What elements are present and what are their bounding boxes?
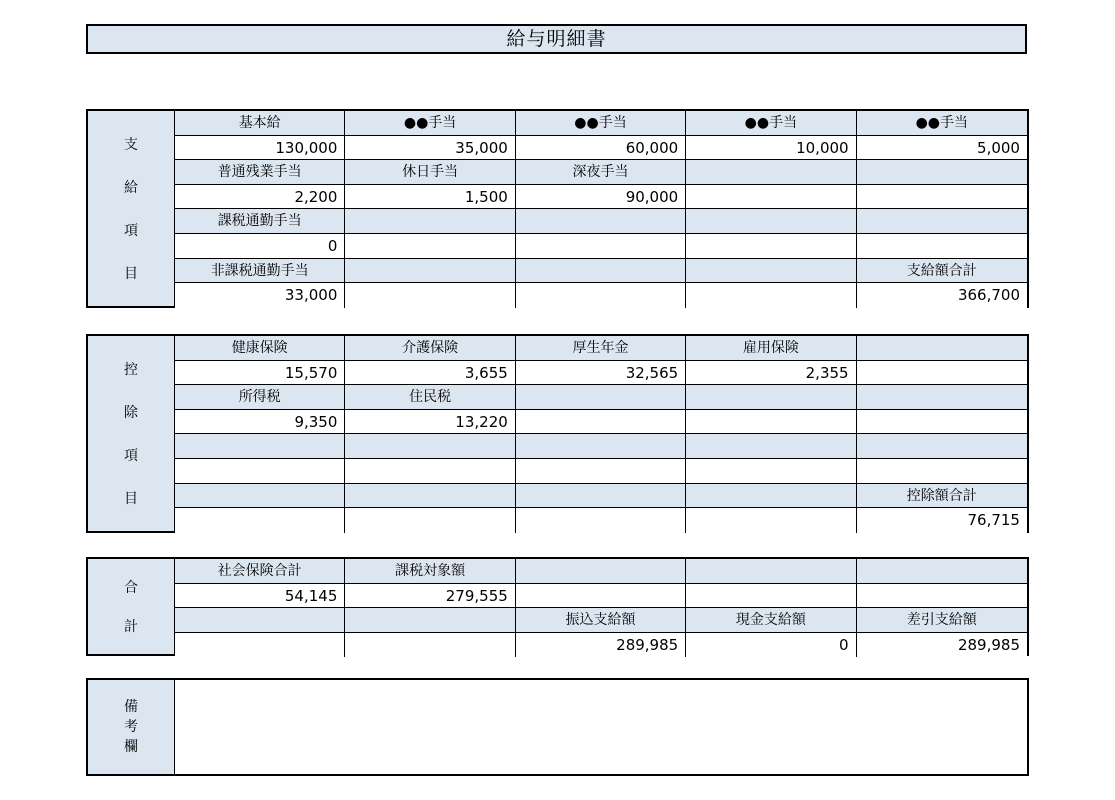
payment-item-value: 366,700 (857, 283, 1027, 308)
side-char: 項 (124, 223, 138, 239)
payment-item-value: 5,000 (857, 136, 1027, 161)
memo-section (86, 678, 1029, 776)
deduction-item-label (516, 484, 686, 509)
deduction-item-label (857, 336, 1027, 361)
payment-item-value (345, 283, 515, 308)
deduction-item-value (857, 459, 1027, 484)
payment-item-value (857, 234, 1027, 259)
payment-item-value: 10,000 (686, 136, 856, 161)
payment-item-label (345, 209, 515, 234)
total-item-label (857, 559, 1027, 584)
payment-item-label: 普通残業手当 (175, 160, 345, 185)
deduction-item-label (857, 434, 1027, 459)
payment-item-label: ●●手当 (345, 111, 515, 136)
payment-item-label: 基本給 (175, 111, 345, 136)
deduction-item-label: 介護保険 (345, 336, 515, 361)
total-item-value (175, 633, 345, 658)
document-title: 給与明細書 (86, 24, 1027, 54)
deduction-item-label (345, 434, 515, 459)
total-section (86, 557, 1029, 656)
total-item-value: 289,985 (516, 633, 686, 658)
side-char: 支 (124, 137, 138, 153)
deduction-side-label (88, 336, 175, 531)
payment-item-value (686, 234, 856, 259)
side-char: 計 (124, 618, 138, 635)
payment-item-label: ●●手当 (686, 111, 856, 136)
total-item-label (516, 559, 686, 584)
total-item-value (345, 633, 515, 658)
payment-grid (175, 111, 1027, 306)
deduction-item-value (686, 459, 856, 484)
total-item-label: 差引支給額 (857, 608, 1027, 633)
total-item-label: 課税対象額 (345, 559, 515, 584)
side-char: 控 (124, 362, 138, 378)
payment-item-label: 非課税通勤手当 (175, 259, 345, 284)
deduction-item-value (516, 410, 686, 435)
deduction-item-value (516, 508, 686, 533)
payment-item-label: 休日手当 (345, 160, 515, 185)
deduction-item-value (686, 508, 856, 533)
payment-item-label: 深夜手当 (516, 160, 686, 185)
total-item-value: 0 (686, 633, 856, 658)
deduction-item-label (686, 484, 856, 509)
payment-item-value (857, 185, 1027, 210)
total-item-value (857, 584, 1027, 609)
deduction-item-value: 13,220 (345, 410, 515, 435)
payment-item-value: 0 (175, 234, 345, 259)
deduction-item-value: 32,565 (516, 361, 686, 386)
deduction-item-label (516, 385, 686, 410)
deduction-section (86, 334, 1029, 533)
payment-item-value (516, 234, 686, 259)
payment-item-label (857, 209, 1027, 234)
deduction-item-label: 所得税 (175, 385, 345, 410)
deduction-item-value: 3,655 (345, 361, 515, 386)
payment-item-label (516, 209, 686, 234)
payment-item-label (686, 209, 856, 234)
total-item-value: 54,145 (175, 584, 345, 609)
payment-item-value: 2,200 (175, 185, 345, 210)
payment-section (86, 109, 1029, 308)
deduction-item-label: 控除額合計 (857, 484, 1027, 509)
total-item-value (686, 584, 856, 609)
total-item-label: 社会保険合計 (175, 559, 345, 584)
side-char: 除 (124, 405, 138, 421)
payment-item-label: 課税通勤手当 (175, 209, 345, 234)
deduction-item-value (345, 508, 515, 533)
payment-item-label: ●●手当 (516, 111, 686, 136)
total-item-label: 振込支給額 (516, 608, 686, 633)
side-char: 合 (124, 580, 138, 597)
payment-item-value (686, 185, 856, 210)
deduction-item-label (175, 434, 345, 459)
deduction-item-value (175, 508, 345, 533)
deduction-item-value: 9,350 (175, 410, 345, 435)
payment-item-label (686, 259, 856, 284)
payment-side-label (88, 111, 175, 306)
payment-item-value: 60,000 (516, 136, 686, 161)
deduction-item-label (686, 434, 856, 459)
deduction-item-value (686, 410, 856, 435)
deduction-item-label: 健康保険 (175, 336, 345, 361)
payment-item-label: 支給額合計 (857, 259, 1027, 284)
memo-side-label (88, 680, 175, 774)
side-char: 目 (124, 266, 138, 282)
total-item-label (345, 608, 515, 633)
memo-field[interactable] (175, 680, 1027, 774)
deduction-item-label (857, 385, 1027, 410)
payment-item-value: 35,000 (345, 136, 515, 161)
payment-item-label: ●●手当 (857, 111, 1027, 136)
total-item-value: 279,555 (345, 584, 515, 609)
deduction-item-label: 雇用保険 (686, 336, 856, 361)
side-char: 考 (124, 719, 138, 735)
side-char: 目 (124, 491, 138, 507)
payment-item-value (686, 283, 856, 308)
deduction-item-value (857, 361, 1027, 386)
side-char: 項 (124, 448, 138, 464)
side-char: 欄 (124, 739, 138, 755)
payment-item-label (857, 160, 1027, 185)
deduction-grid (175, 336, 1027, 531)
total-item-label: 現金支給額 (686, 608, 856, 633)
deduction-item-label: 住民税 (345, 385, 515, 410)
total-side-label (88, 559, 175, 654)
deduction-item-value: 2,355 (686, 361, 856, 386)
payment-item-value (345, 234, 515, 259)
payment-item-value: 33,000 (175, 283, 345, 308)
payment-item-value: 130,000 (175, 136, 345, 161)
total-item-value (516, 584, 686, 609)
deduction-item-label (175, 484, 345, 509)
total-grid (175, 559, 1027, 654)
total-item-label (686, 559, 856, 584)
deduction-item-label: 厚生年金 (516, 336, 686, 361)
deduction-item-value (175, 459, 345, 484)
deduction-item-value: 76,715 (857, 508, 1027, 533)
side-char: 給 (124, 180, 138, 196)
payment-item-value: 1,500 (345, 185, 515, 210)
deduction-item-value (857, 410, 1027, 435)
total-item-value: 289,985 (857, 633, 1027, 658)
payment-item-value (516, 283, 686, 308)
payment-item-value: 90,000 (516, 185, 686, 210)
side-char: 備 (124, 699, 138, 715)
deduction-item-label (345, 484, 515, 509)
payment-item-label (516, 259, 686, 284)
payment-item-label (686, 160, 856, 185)
payment-item-label (345, 259, 515, 284)
total-item-label (175, 608, 345, 633)
deduction-item-value (516, 459, 686, 484)
deduction-item-value: 15,570 (175, 361, 345, 386)
deduction-item-label (516, 434, 686, 459)
deduction-item-label (686, 385, 856, 410)
deduction-item-value (345, 459, 515, 484)
